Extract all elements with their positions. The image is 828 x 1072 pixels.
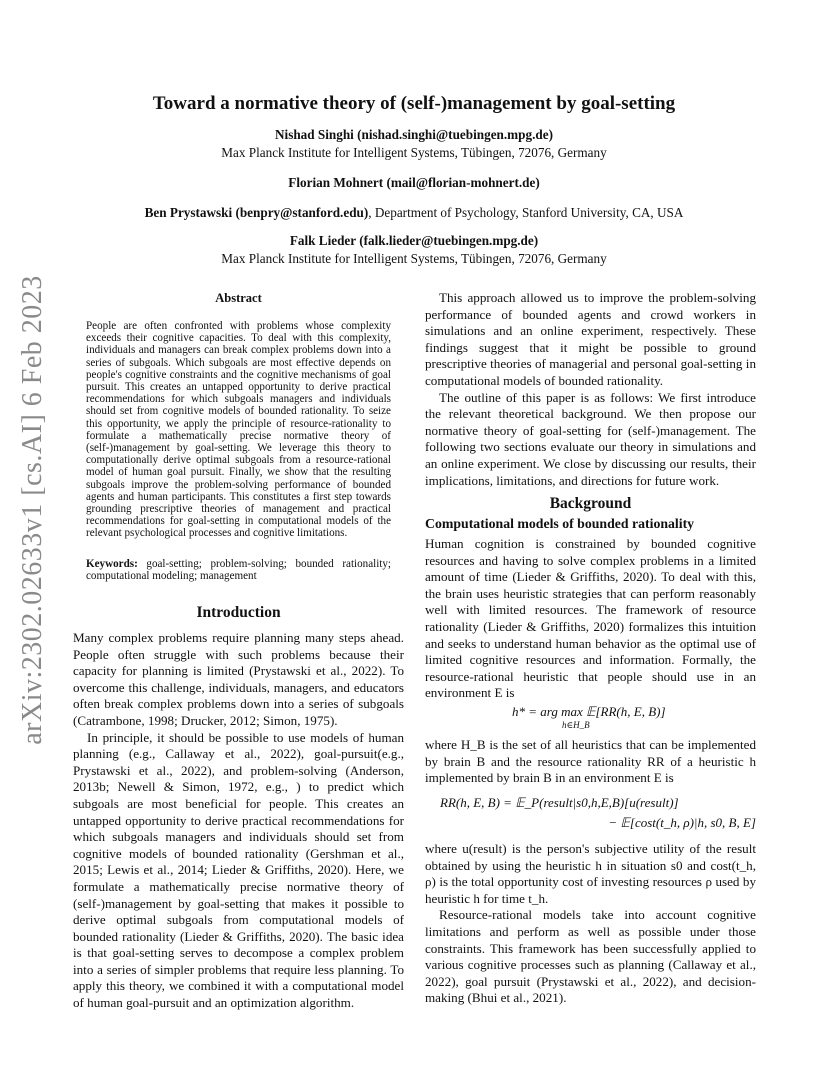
- intro-paragraph-2: In principle, it should be possible to use models of human planning (e.g., Callaway et al., 2022), goal-pursuit(e.g., Prystawski et al., 2022), and problem-solving (Anderson, 2013b; Newell & Simon, 1972, e.g., ) to predict which subgoals are most beneficial for people. This creates an untapped opportunity to derive practical recommendations for which subgoals managers and individuals should set from cognitive models of bounded rationality (Gershman et al., 2015; Lewis et al., 2014; Lieder & Griffiths, 2020). Here, we formulate a mathematically precise normative theory of (self-)management by goal-setting that makes it possible to derive optimal subgoals from computational models of bounded rationality (Lieder & Griffiths, 2020). The basic idea is that goal-setting serves to decompose a complex problem into a series of simpler problems that require less planning. To apply this theory, we combined it with a computational model of human goal-pursuit and an optimization algorithm.: [73, 729, 404, 1011]
- author-4-name: Falk Lieder (falk.lieder@tuebingen.mpg.de): [289, 233, 539, 248]
- equation-2-line-2: − 𝔼[cost(t_h, ρ)|h, s0, B, E]: [608, 815, 756, 830]
- author-2-name: Florian Mohnert (mail@florian-mohnert.de): [288, 175, 540, 190]
- paper-title: Toward a normative theory of (self-)management by goal-setting: [152, 93, 676, 114]
- right-intro-body: [425, 290, 756, 489]
- background-body-3: [425, 841, 756, 1007]
- background-paragraph-2: where H_B is the set of all heuristics that can be implemented by brain B and the resource rationality RR of a heuristic h implemented by brain B in an environment E is: [425, 737, 756, 786]
- equation-1-text: h* = arg max 𝔼[RR(h, E, B)]: [512, 704, 666, 719]
- abstract-text: People are often confronted with problems whose complexity exceeds their cognitive capacities. To deal with this complexity, individuals and managers can break complex problems down into a series of subgoals. Which subgoals are most effective depends on people's cognitive constraints and the cognitive mechanisms of goal pursuit. This creates an untapped opportunity to derive practical recommendations for which subgoals managers and individuals should set from cognitive models of bounded rationality. To seize this opportunity, we apply the principle of resource-rationality to formulate a mathematically precise normative theory of (self-)management by goal-setting. We leverage this theory to computationally derive optimal subgoals from a resource-rational model of human goal pursuit. Finally, we show that the resulting subgoals improve the problem-solving performance of bounded agents and human participants. This constitutes a first step towards grounding prescriptive theories of management and practical recommendations for goal-setting in computational models of the relevant psychological processes and cognitive limitations.: [86, 320, 391, 540]
- equation-1-subscript: h∈H_B: [562, 720, 590, 730]
- keywords-text: goal-setting; problem-solving; bounded rationality; computational modeling; management: [86, 558, 391, 583]
- author-1-name: Nishad Singhi (nishad.singhi@tuebingen.mpg.de): [275, 127, 553, 142]
- background-paragraph-3: where u(result) is the person's subjective utility of the result obtained by using the heuristic h in situation s0 and cost(t_h, ρ) is the total opportunity cost of investing resources ρ used by heuristic h for time t_h.: [425, 841, 756, 906]
- author-4: [0, 232, 828, 268]
- computational-models-heading: Computational models of bounded rationality: [425, 516, 695, 531]
- arxiv-stamp: [3, 275, 63, 745]
- abstract-heading: Abstract: [215, 291, 262, 305]
- right-paragraph-2: The outline of this paper is as follows: We first introduce the relevant theoretical background. We then propose our normative theory of goal-setting for (self-)management. The following two sections evaluate our theory in simulations and an online experiment. We close by discussing our results, their implications, limitations, and directions for future work.: [425, 389, 756, 488]
- arxiv-stamp-text: arXiv:2302.02633v1 [cs.AI] 6 Feb 2023: [17, 275, 48, 745]
- author-4-affiliation: Max Planck Institute for Intelligent Systems, Tübingen, 72076, Germany: [221, 251, 607, 266]
- right-paragraph-1: This approach allowed us to improve the problem-solving performance of bounded agents and crowd workers in simulations and an online experiment, respectively. These findings suggest that it might be possible to ground prescriptive theories of managerial and personal goal-setting in computational models of bounded rationality.: [425, 290, 756, 388]
- background-heading: Background: [549, 495, 632, 512]
- equation-2: [440, 795, 756, 831]
- keywords-label: Keywords:: [86, 558, 138, 570]
- introduction-heading: Introduction: [196, 604, 281, 621]
- author-2: [0, 174, 828, 192]
- keywords: [86, 558, 391, 582]
- author-1: [0, 126, 828, 162]
- background-body-1: [425, 536, 756, 702]
- intro-paragraph-1: Many complex problems require planning many steps ahead. People often struggle with such problems because their capacity for planning is limited (Prystawski et al., 2022). To overcome this challenge, individuals, managers, and educators often break complex problems down into a series of subgoals (Catrambone, 1998; Drucker, 2012; Simon, 1975).: [73, 630, 404, 728]
- author-3-name: Ben Prystawski (benpry@stanford.edu): [144, 205, 369, 220]
- background-body-2: [425, 737, 756, 787]
- author-3-affiliation: , Department of Psychology, Stanford University, CA, USA: [368, 205, 684, 220]
- equation-1: [512, 704, 666, 731]
- equation-2-line-1: RR(h, E, B) = 𝔼_P(result|s0,h,E,B)[u(result)]: [440, 795, 679, 810]
- author-3: [0, 204, 828, 222]
- background-paragraph-4: Resource-rational models take into account cognitive limitations and perform as well as possible under those constraints. This framework has been successfully applied to various cognitive processes such as planning (Callaway et al., 2022), goal pursuit (Prystawski et al., 2022), and decision-making (Bhui et al., 2021).: [425, 907, 756, 1006]
- background-paragraph-1: Human cognition is constrained by bounded cognitive resources and having to solve complex problems in a limited amount of time (Lieder & Griffiths, 2020). To deal with this, the brain uses heuristic strategies that can perform reasonably well with limited resources. The framework of resource rationality (Lieder & Griffiths, 2020) formalizes this intuition and seeks to understand human behavior as the optimal use of limited cognitive resources and information. Formally, the resource-rational heuristic that people should use in an environment E is: [425, 536, 756, 701]
- author-1-affiliation: Max Planck Institute for Intelligent Systems, Tübingen, 72076, Germany: [221, 145, 607, 160]
- introduction-body: [73, 630, 404, 1012]
